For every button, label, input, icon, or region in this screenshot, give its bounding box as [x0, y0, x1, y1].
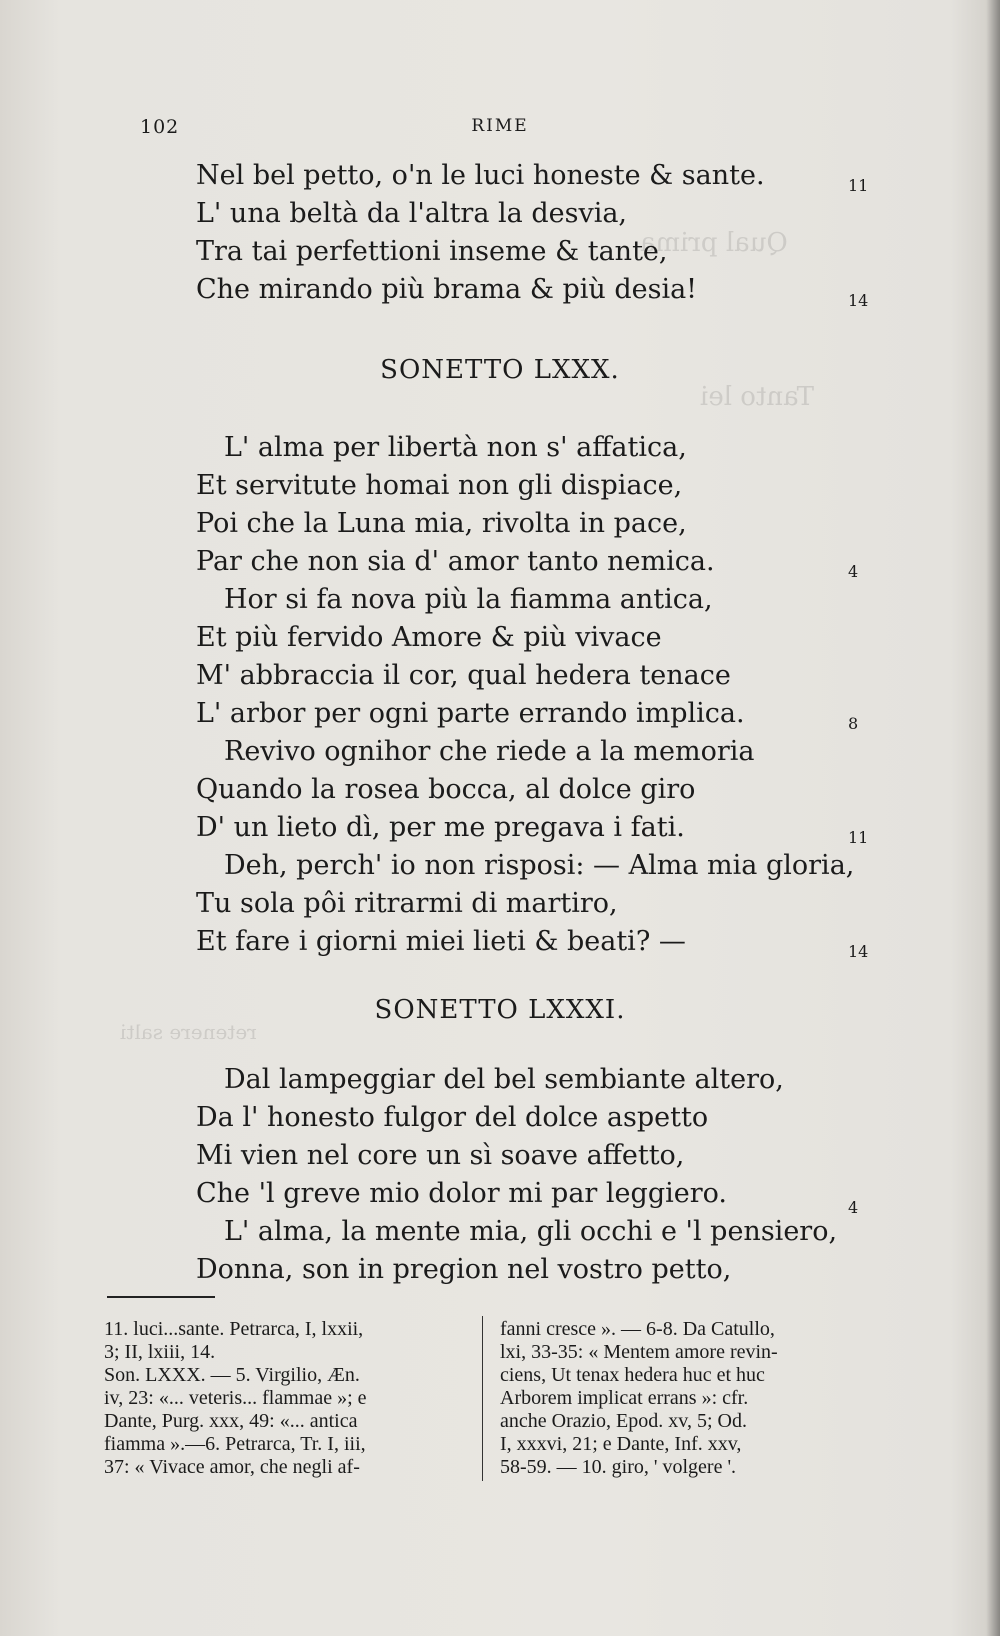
line-number: 14: [848, 942, 869, 961]
footnote-line: 3; II, lxiii, 14.: [104, 1341, 216, 1363]
line-number: 4: [848, 1198, 859, 1217]
running-title: RIME: [471, 116, 529, 136]
footnote-line: fanni cresce ». — 6-8. Da Catullo,: [500, 1318, 775, 1340]
verse-line: Donna, son in pregion nel vostro petto,: [196, 1254, 732, 1285]
footnote-line: 58-59. — 10. giro, ' volgere '.: [500, 1456, 737, 1478]
verse-line: Che 'l greve mio dolor mi par leggiero.: [196, 1178, 727, 1209]
footnote-line: fiamma ».—6. Petrarca, Tr. I, iii,: [104, 1433, 366, 1455]
bleed-through: retenere salti: [120, 1020, 257, 1044]
footnote-line: Son. LXXX. — 5. Virgilio, Æn.: [104, 1364, 360, 1386]
line-number: 4: [848, 562, 859, 581]
footnote-line: iv, 23: «... veteris... flammae »; e: [104, 1387, 367, 1409]
verse-line: Et fare i giorni miei lieti & beati? —: [196, 926, 686, 957]
footnote-rule: [107, 1296, 215, 1298]
verse-line: Et più fervido Amore & più vivace: [196, 622, 662, 653]
bleed-through: Tanto lei: [700, 382, 814, 412]
verse-line: Tra tai perfettioni inseme & tante,: [196, 236, 668, 267]
bleed-through: Qual prima: [640, 228, 788, 258]
verse-line: D' un lieto dì, per me pregava i fati.: [196, 812, 685, 843]
verse-line: Quando la rosea bocca, al dolce giro: [196, 774, 696, 805]
verse-line: L' arbor per ogni parte errando implica.: [196, 698, 745, 729]
verse-line: Et servitute homai non gli dispiace,: [196, 470, 683, 501]
verse-line: Deh, perch' io non risposi: — Alma mia gloria,: [224, 850, 855, 881]
verse-line: Tu sola pôi ritrarmi di martiro,: [196, 888, 618, 919]
footnote-line: Dante, Purg. xxx, 49: «... antica: [104, 1410, 358, 1432]
page-number: 102: [140, 116, 180, 138]
verse-line: Che mirando più brama & più desia!: [196, 274, 698, 305]
line-number: 11: [848, 828, 869, 847]
footnote-line: anche Orazio, Epod. xv, 5; Od.: [500, 1410, 747, 1432]
verse-line: Revivo ognihor che riede a la memoria: [224, 736, 755, 767]
line-number: 8: [848, 714, 859, 733]
sonnet-title: SONETTO LXXX.: [380, 355, 620, 385]
verse-line: Nel bel petto, o'n le luci honeste & sante.: [196, 160, 765, 191]
verse-line: Mi vien nel core un sì soave affetto,: [196, 1140, 685, 1171]
footnote-line: Arborem implicat errans »: cfr.: [500, 1387, 749, 1409]
verse-line: Par che non sia d' amor tanto nemica.: [196, 546, 715, 577]
verse-line: L' alma, la mente mia, gli occhi e 'l pensiero,: [224, 1216, 838, 1247]
verse-line: Poi che la Luna mia, rivolta in pace,: [196, 508, 687, 539]
footnote-column-divider: [482, 1316, 483, 1481]
page-edge-shadow: [986, 0, 1000, 1636]
line-number: 11: [848, 176, 869, 195]
line-number: 14: [848, 291, 869, 310]
footnote-line: ciens, Ut tenax hedera huc et huc: [500, 1364, 765, 1386]
verse-line: Hor si fa nova più la fiamma antica,: [224, 584, 713, 615]
footnote-line: I, xxxvi, 21; e Dante, Inf. xxv,: [500, 1433, 742, 1455]
verse-line: Dal lampeggiar del bel sembiante altero,: [224, 1064, 784, 1095]
page-header: [140, 116, 860, 146]
verse-line: M' abbraccia il cor, qual hedera tenace: [196, 660, 731, 691]
footnote-line: lxi, 33-35: « Mentem amore revin-: [500, 1341, 778, 1363]
footnote-line: 37: « Vivace amor, che negli af-: [104, 1456, 360, 1478]
footnote-line: 11. luci...sante. Petrarca, I, lxxii,: [104, 1318, 364, 1340]
sonnet-title: SONETTO LXXXI.: [374, 995, 626, 1025]
verse-line: L' una beltà da l'altra la desvia,: [196, 198, 628, 229]
verse-line: Da l' honesto fulgor del dolce aspetto: [196, 1102, 709, 1133]
verse-line: L' alma per libertà non s' affatica,: [224, 432, 687, 463]
